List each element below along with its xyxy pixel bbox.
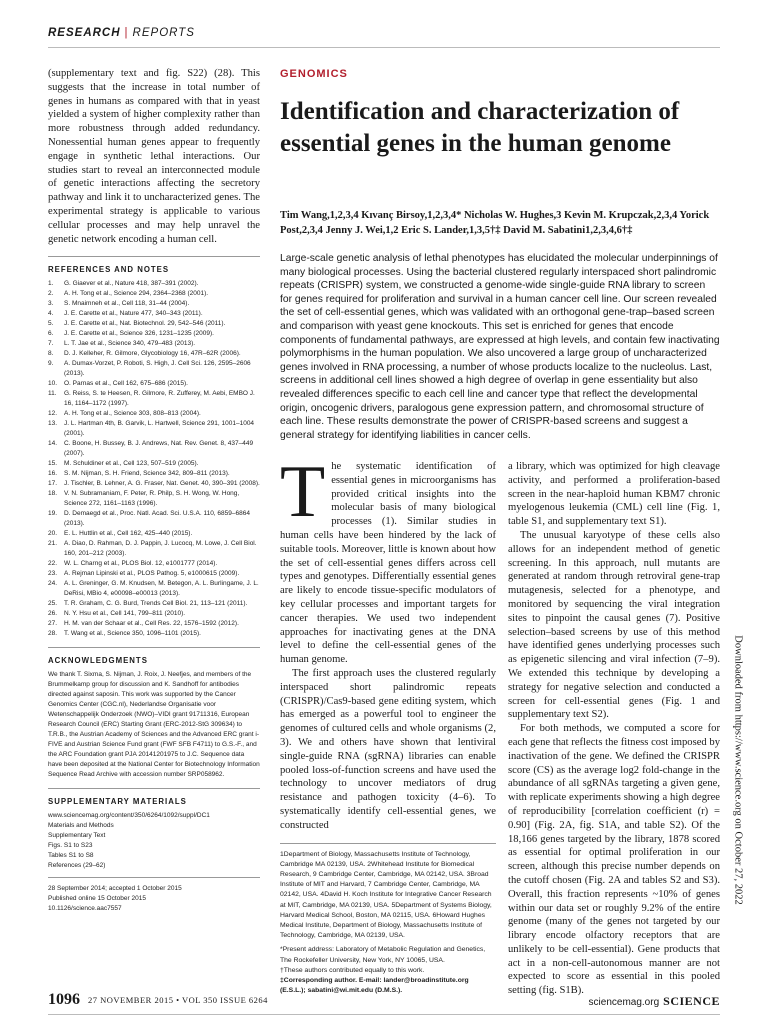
reference-number: 26.: [48, 610, 58, 618]
reference-item: [48, 629, 260, 639]
body-paragraph-4: The unusual karyotype of these cells also allows for an independent method of genetic screening. In this approach, null mutants are generated at random through retroviral gene-trap mutagenesis, selected for a phenotype, and monitored by sequencing the viral integration sites to pinpoint the causal genes (7). Positive selection–based screens by use of this method have identified genes underlying processes such as epigenetic silencing and viral infection (7–9). We extended this technique by developing a strategy for negative selection and conducted a screen for cell-essential genes (Fig. 1 and supplementary text S2).: [508, 529, 720, 721]
supplementary-item: Materials and Methods: [48, 822, 114, 830]
subsection-label: REPORTS: [132, 27, 195, 39]
reference-item: [48, 609, 260, 619]
affiliations-block: [280, 843, 496, 997]
reference-item: [48, 309, 260, 319]
reference-text: T. R. Graham, C. G. Burd, Trends Cell Biol. 21, 113–121 (2011).: [64, 600, 248, 608]
body-paragraph-5: For both methods, we computed a score for each gene that reflects the fitness cost imposed by inactivation of the gene. We defined the CRISPR score (CS) as the average log2 fold-change in the abundance of all sgRNAs targeting a given gene, with replicate experiments showing a high degree of reproducibility [correlation coefficient (r) = 0.90] (Fig. 2A, fig. S1A, and table S2). Of the 18,166 genes targeted by the library, 1878 scored as essential for optimal proliferation in our screen, although this precise number depends on the cutoff chosen (Fig. 2A and tables S2 and S3). Overall, this fraction represents ~10% of genes within our data set or roughly 9.2% of the entire genome (many of the genes not targeted by our library encode olfactory receptors that are unlikely to be cell-essential). Gene products that act in a non-cell-autonomous manner are not expected to score as essential in this pooled setting (fig. S1B).: [508, 723, 720, 997]
reference-item: [48, 599, 260, 609]
reference-text: N. Y. Hsu et al., Cell 141, 799–811 (2010).: [64, 610, 186, 618]
reference-number: 12.: [48, 410, 58, 418]
running-header: [48, 27, 195, 39]
acknowledgments-section: [48, 647, 260, 780]
references-section: [48, 256, 260, 639]
middle-column: [280, 451, 496, 996]
supplementary-list: [48, 811, 260, 871]
reference-text: A. H. Tong et al., Science 294, 2364–2368 (2001).: [64, 290, 209, 298]
reference-number: 9.: [48, 360, 54, 368]
body-paragraph-1-text: he systematic identification of essential genes in microorganisms has provided critical insights into the molecular basis of many biological processes (1). Similar studies in human cells have been hindered by the lack of suitable tools. Moreover, little is known about how the set of cell-essential genes differs across cell types and genotypes. Differentially essential genes are likely to encode tissue-specific modulators of key cellular processes and important targets for cancer therapies. We used two independent approaches for inactivating genes at the DNA level to define the cell-essential genes of the human genome.: [280, 461, 496, 666]
reference-text: J. E. Carette et al., Science 326, 1231–1235 (2009).: [64, 330, 214, 338]
reference-item: [48, 619, 260, 629]
reference-number: 28.: [48, 630, 58, 638]
references-heading: REFERENCES AND NOTES: [48, 265, 170, 275]
reference-item: [48, 419, 260, 439]
reference-item: [48, 479, 260, 489]
reference-number: 27.: [48, 620, 58, 628]
reference-text: M. Schuldiner et al., Cell 123, 507–519 (2005).: [64, 460, 199, 468]
reference-number: 18.: [48, 490, 58, 498]
reference-text: W. L. Charng et al., PLOS Biol. 12, e1001777 (2014).: [64, 560, 218, 568]
reference-number: 16.: [48, 470, 58, 478]
header-separator: |: [124, 27, 129, 39]
supplementary-item: References (29–62): [48, 862, 106, 870]
reference-text: A. Diao, D. Rahman, D. J. Pappin, J. Lucocq, M. Lowe, J. Cell Biol. 160, 201–212 (2003).: [64, 540, 257, 558]
body-paragraph-3: a library, which was optimized for high cleavage activity, and performed a proliferation-based screen in the near-haploid human KBM7 chronic myelogenous leukemia (CML) cell line (Fig. 1, table S1, and supplementary text S1).: [508, 461, 720, 528]
header-rule: [48, 47, 720, 48]
acknowledgments-heading: ACKNOWLEDGMENTS: [48, 656, 148, 666]
dates-section: [48, 877, 260, 914]
reference-text: J. E. Carette et al., Nat. Biotechnol. 29, 542–546 (2011).: [64, 320, 226, 328]
journal-footer: [589, 994, 720, 1009]
reference-item: [48, 529, 260, 539]
reference-item: [48, 469, 260, 479]
reference-number: 7.: [48, 340, 54, 348]
left-intro-text: (supplementary text and fig. S22) (28). This suggests that the increase in total number of genes in humans as compared with that in yeast yielded a system of higher complexity rather than more robustness through added redundancy. Nonessential human genes appear to frequently engage in synthetic lethal interactions. Our studies start to reveal an interconnected module of genetic interactions affecting the secretory pathway and link it to uncharacterized genes. The experimental strategy is applicable to various cellular processes and may help unravel the genetic network encoding a human cell.: [48, 68, 260, 245]
body-paragraph-2: The first approach uses the clustered regularly interspaced short palindromic repeats (CRISPR)/Cas9-based gene editing system, which has emerged as a powerful tool to engineer the genomes of cultured cells and whole organisms (2, 3). We and others have shown that lentiviral single-guide RNA (sgRNA) libraries can enable pooled loss-of-function screens and have used the technology to uncover mediators of drug resistance and pathogen toxicity (4–6). To systematically identify cell-essential genes, we constructed: [280, 667, 496, 831]
reference-item: [48, 579, 260, 599]
footnote-present-address: *Present address: Laboratory of Metabolic Regulation and Genetics, The Rockefeller University, New York, NY 10065, USA.: [280, 946, 486, 964]
reference-text: A. Rejman Lipinski et al., PLOS Pathog. 5, e1000615 (2009).: [64, 570, 240, 578]
reference-number: 2.: [48, 290, 54, 298]
reference-number: 6.: [48, 330, 54, 338]
reference-item: [48, 569, 260, 579]
publication-date-line: 28 September 2014; accepted 1 October 2015: [48, 885, 182, 893]
journal-name: SCIENCE: [663, 994, 720, 1008]
reference-item: [48, 349, 260, 359]
reference-text: D. Demaegd et al., Proc. Natl. Acad. Sci. U.S.A. 110, 6859–6864 (2013).: [64, 510, 250, 528]
reference-text: S. Mnaimneh et al., Cell 118, 31–44 (2004).: [64, 300, 190, 308]
reference-item: [48, 439, 260, 459]
supplementary-item: Figs. S1 to S23: [48, 842, 93, 850]
reference-text: O. Parnas et al., Cell 162, 675–686 (2015).: [64, 380, 188, 388]
reference-number: 23.: [48, 570, 58, 578]
reference-text: S. M. Nijman, S. H. Friend, Science 342, 809–811 (2013).: [64, 470, 230, 478]
journal-site: sciencemag.org: [588, 997, 660, 1008]
acknowledgments-text: We thank T. Sixma, S. Nijman, J. Roix, J. Neefjes, and members of the Brummelkamp group for discussion and K. Sandhoff for antibodies directed against saposin. This work was supported by the Cancer Genomics Center (CGC.nl), Nederlandse Organisatie voor Wetenschappelijk Onderzoek (NWO)–VIDI grant 91711316, European Research Council (ERC) Starting Grant (ERC-2012-StG 309634) to T.R.B., the Austrian Academy of Sciences and the Advanced ERC grant i-FIVE and Austrian Science Fund grant (FWF SFB F4711) to G.S.-F., and the ARC Foundation grant PJA 20141201975 to J.C. Sequence data have been deposited at the National Center for Biotechnology Information Sequence Read Archive with accession number SRP058962.: [48, 671, 260, 779]
reference-text: J. E. Carette et al., Nature 477, 340–343 (2011).: [64, 310, 203, 318]
reference-item: [48, 339, 260, 349]
publication-date-line: Published online 15 October 2015: [48, 895, 146, 903]
reference-item: [48, 509, 260, 529]
abstract: Large-scale genetic analysis of lethal phenotypes has elucidated the molecular underpinnings of many biological processes. Using the bacterial clustered regularly interspaced short palindromic repeats (CRISPR) system, we constructed a genome-wide single-guide RNA library to screen for genes required for proliferation and survival in a human cancer cell line. Our screen revealed the set of cell-essential genes, which was validated with an orthogonal gene-trap–based screen and comparison with yeast gene knockouts. This set is enriched for genes that encode components of fundamental pathways, are expressed at high levels, and contain few inactivating polymorphisms in the human population. We also uncovered a large group of uncharacterized genes involved in RNA processing, a number of whose products localize to the nucleolus. Last, screens in additional cell lines showed a high degree of overlap in gene essentiality but also revealed differences specific to each cell line and cancer type that reflect the developmental origin, oncogenic drivers, paralogous gene expression pattern, and chromosomal structure of each line. These results demonstrate the power of CRISPR-based screens and suggest a general strategy for identifying liabilities in cancer cells.: [280, 253, 720, 441]
reference-number: 24.: [48, 580, 58, 588]
section-label: RESEARCH: [48, 27, 121, 39]
supplementary-heading: SUPPLEMENTARY MATERIALS: [48, 797, 187, 807]
reference-text: A. L. Greninger, G. M. Knudsen, M. Betegon, A. L. Burlingame, J. L. DeRisi, MBio 4, e00098–e00013 (2013).: [64, 580, 259, 598]
reference-number: 14.: [48, 440, 58, 448]
reference-item: [48, 279, 260, 289]
reference-number: 1.: [48, 280, 54, 288]
reference-item: [48, 289, 260, 299]
affiliations-text: 1Department of Biology, Massachusetts Institute of Technology, Cambridge MA 02139, USA. 2Whitehead Institute for Biomedical Research, 9 Cambridge Center, Cambridge, MA 02142, USA. 3Broad Institute of MIT and Harvard, 7 Cambridge Center, Cambridge, MA 02142, USA. 4David H. Koch Institute for Integrative Cancer Research at MIT, Cambridge, MA 02139, USA. 5Department of Systems Biology, Harvard Medical School, Boston, MA 02115, USA. 6Howard Hughes Medical Institute, Department of Biology, Massachusetts Institute of Technology, Cambridge, MA 02139, USA.: [280, 850, 492, 940]
reference-number: 5.: [48, 320, 54, 328]
section-kicker: GENOMICS: [280, 68, 348, 80]
reference-number: 8.: [48, 350, 54, 358]
reference-text: H. M. van der Schaar et al., Cell Res. 22, 1576–1592 (2012).: [64, 620, 239, 628]
page-number: 1096: [48, 991, 80, 1008]
reference-text: C. Boone, H. Bussey, B. J. Andrews, Nat. Rev. Genet. 8, 437–449 (2007).: [64, 440, 254, 458]
reference-text: L. T. Jae et al., Science 340, 479–483 (2013).: [64, 340, 196, 348]
reference-number: 20.: [48, 530, 58, 538]
download-notice-vertical: [731, 530, 745, 1010]
supplementary-section: [48, 788, 260, 871]
download-notice-text: Downloaded from https://www.science.org on October 27, 2022: [732, 635, 744, 905]
body-paragraph-1: [280, 451, 496, 667]
reference-number: 10.: [48, 380, 58, 388]
reference-number: 3.: [48, 300, 54, 308]
reference-item: [48, 299, 260, 309]
reference-item: [48, 319, 260, 329]
reference-number: 19.: [48, 510, 58, 518]
footer-rule: [48, 1014, 720, 1015]
reference-text: E. L. Huttlin et al., Cell 162, 425–440 (2015).: [64, 530, 193, 538]
references-list: [48, 279, 260, 639]
reference-item: [48, 329, 260, 339]
publication-dates: [48, 884, 260, 914]
reference-text: A. Dumax-Vorzet, P. Roboti, S. High, J. Cell Sci. 126, 2595–2606 (2013).: [64, 360, 251, 378]
reference-item: [48, 459, 260, 469]
reference-item: [48, 489, 260, 509]
reference-number: 11.: [48, 390, 57, 398]
reference-item: [48, 359, 260, 379]
author-list: Tim Wang,1,2,3,4 Kıvanç Birsoy,1,2,3,4* Nicholas W. Hughes,3 Kevin M. Krupczak,2,3,4 Yorick Post,2,3,4 Jenny J. Wei,1,2 Eric S. Lander,1,3,5†‡ David M. Sabatini1,2,3,4,6†‡: [280, 210, 710, 236]
supplementary-item: Tables S1 to S8: [48, 852, 94, 860]
reference-item: [48, 389, 260, 409]
reference-text: G. Reiss, S. te Heesen, R. Gilmore, R. Zufferey, M. Aebi, EMBO J. 16, 1164–1172 (1997).: [64, 390, 255, 408]
reference-number: 21.: [48, 540, 58, 548]
reference-number: 15.: [48, 460, 58, 468]
reference-text: D. J. Kelleher, R. Gilmore, Glycobiology 16, 47R–62R (2006).: [64, 350, 241, 358]
reference-text: J. Tischler, B. Lehner, A. G. Fraser, Nat. Genet. 40, 390–391 (2008).: [64, 480, 260, 488]
reference-text: V. N. Subramaniam, F. Peter, R. Philp, S. H. Wong, W. Hong, Science 272, 1161–1163 (1996).: [64, 490, 240, 508]
reference-text: J. L. Hartman 4th, B. Garvik, L. Hartwell, Science 291, 1001–1004 (2001).: [64, 420, 255, 438]
footnote-corresponding-author: ‡Corresponding author. E-mail: lander@broadinstitute.org (E.S.L.); sabatini@wi.mit.edu (D.M.S.).: [280, 976, 469, 995]
reference-item: [48, 379, 260, 389]
right-column: [508, 460, 720, 998]
footnote-equal-contribution: †These authors contributed equally to this work.: [280, 966, 425, 974]
reference-text: A. H. Tong et al., Science 303, 808–813 (2004).: [64, 410, 201, 418]
reference-number: 22.: [48, 560, 58, 568]
reference-text: G. Giaever et al., Nature 418, 387–391 (2002).: [64, 280, 199, 288]
article-title: Identification and characterization of essential genes in the human genome: [280, 98, 680, 157]
left-column: [48, 67, 260, 914]
drop-cap: T: [280, 451, 326, 533]
reference-item: [48, 409, 260, 419]
reference-number: 4.: [48, 310, 54, 318]
reference-text: T. Wang et al., Science 350, 1096–1101 (2015).: [64, 630, 201, 638]
publication-date-line: 10.1126/science.aac7557: [48, 905, 122, 913]
supplementary-link[interactable]: www.sciencemag.org/content/350/6264/1092/suppl/DC1: [48, 812, 210, 820]
reference-number: 25.: [48, 600, 58, 608]
issue-dateline: 27 NOVEMBER 2015 • VOL 350 ISSUE 6264: [88, 995, 268, 1005]
reference-item: [48, 539, 260, 559]
reference-item: [48, 559, 260, 569]
reference-number: 17.: [48, 480, 58, 488]
supplementary-item: Supplementary Text: [48, 832, 106, 840]
reference-number: 13.: [48, 420, 58, 428]
